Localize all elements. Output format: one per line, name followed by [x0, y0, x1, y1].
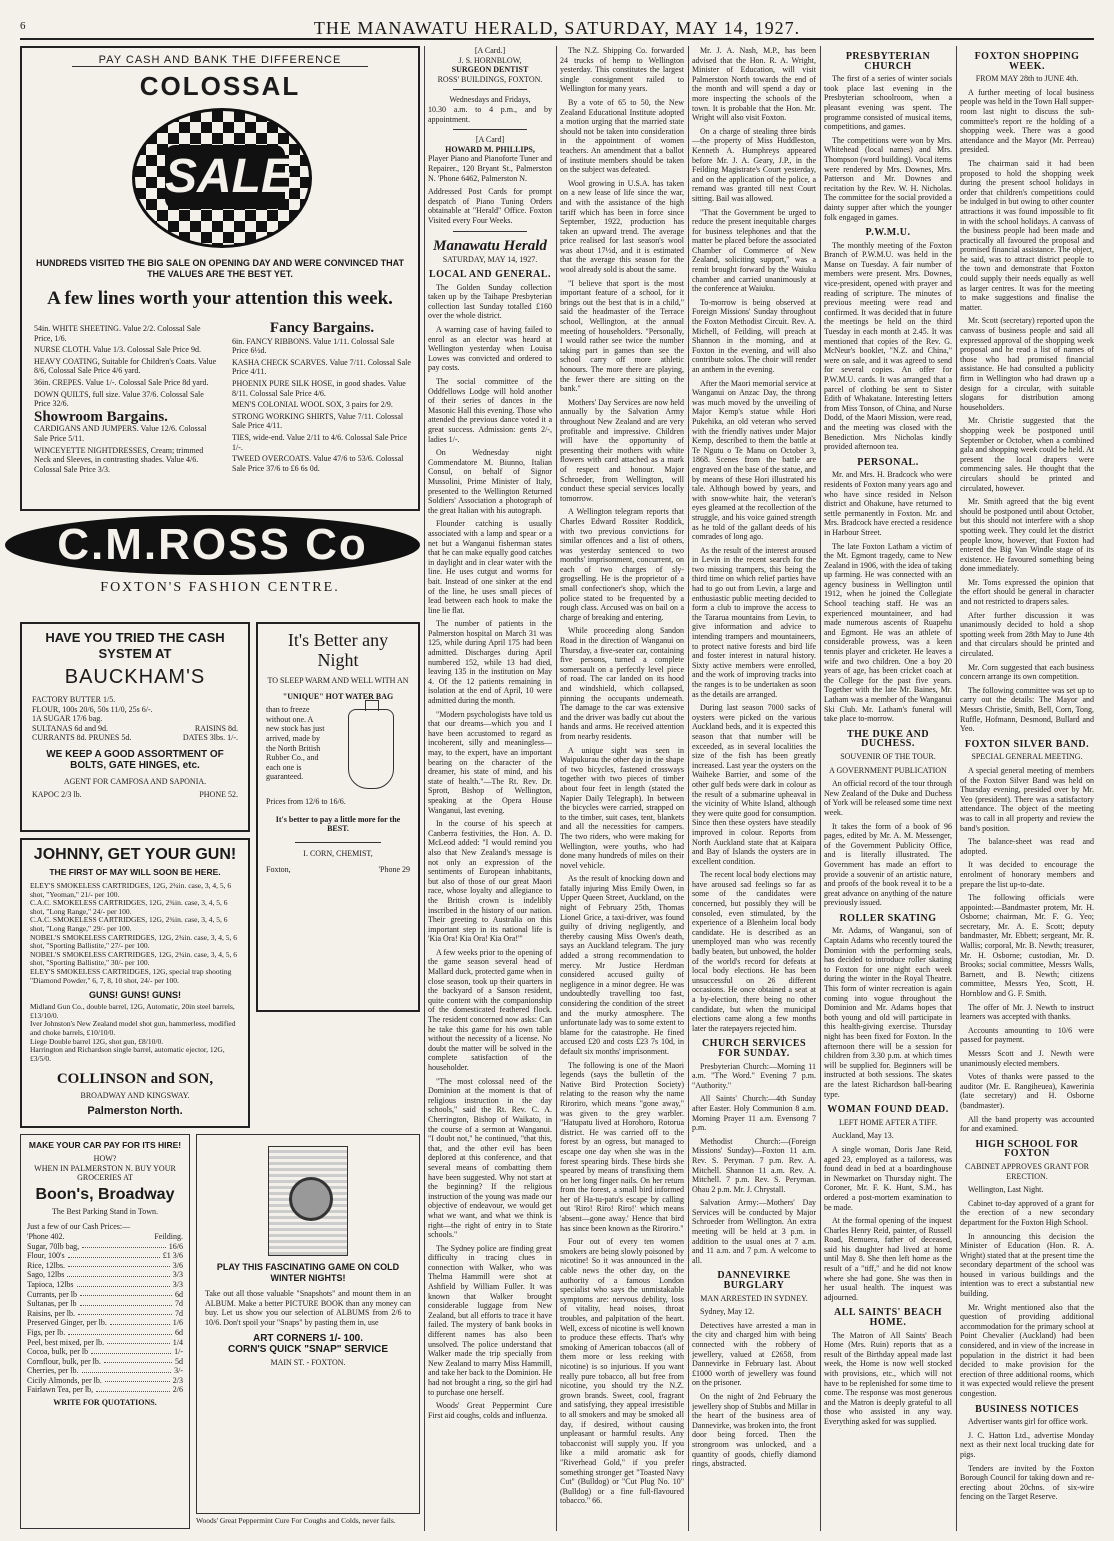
card-days: Wednesdays and Fridays, [449, 95, 531, 105]
price-item: Rice, 12lbs. [27, 1260, 65, 1270]
list-item: 36in. CREPES. Value 1/-. Colossal Sale Price 8d yard. [34, 377, 209, 387]
paragraph: Flounder catching is usually associated with a lamp and spear or a net but a Wanganui fisherman states that he can make equally good catches in daylight and in clear water with the line. He uses cutgut and worms for bait. Instead of one sinker at the end of the line, he uses small pieces of lead between each hook to make the line lie flat. [428, 519, 552, 615]
paragraph: Sydney, May 12. [700, 1307, 755, 1317]
bauckham-footer [32, 790, 238, 800]
paragraph: Tenders are invited by the Foxton Borough Council for taking down and re-erecting about 20chns. of six-wire fencing on the Target Reserve. [960, 1463, 1094, 1502]
paragraph: The balance-sheet was read and adopted. [960, 837, 1094, 856]
masthead-title: THE MANAWATU HERALD, SATURDAY, MAY 14, 1927. [313, 18, 801, 38]
boon-name: Boon's, Broadway [35, 1185, 175, 1203]
roller-head: ROLLER SKATING [839, 912, 937, 924]
chemist-name: I. CORN, CHEMIST, [303, 848, 373, 858]
card-head: [A Card] [475, 135, 505, 145]
price-row [27, 1299, 183, 1309]
list-item: PHOENIX PURE SILK HOSE, in good shades. Value 8/11. Colossal Sale Price 4/6. [232, 378, 406, 398]
list-item: 6in. FANCY RIBBONS. Value 1/11. Colossal Sale Price 6½d. [232, 336, 395, 356]
list-item: NOBEL'S SMOKELESS CARTRIDGES, 12G, 2¾in. case, 3, 4, 5, 6 shot, "Sporting Ballistite," 30/- per 100. [30, 949, 237, 968]
paragraph: All the band property was accounted for and examined. [960, 1114, 1094, 1134]
bauckham-name: BAUCKHAM'S [64, 666, 206, 688]
paragraph: The offer of Mr. J. Newth to instruct learners was accepted with thanks. [960, 1002, 1094, 1022]
price-value: 1/4 [172, 1337, 183, 1347]
chemist-prices: Prices from 12/6 to 16/6. [266, 797, 346, 807]
price-row [27, 1328, 183, 1338]
boon-ad [20, 1134, 190, 1529]
price-value: 5d [175, 1356, 183, 1366]
high-head: HIGH SCHOOL FOR FOXTON [975, 1138, 1079, 1160]
paragraph: Cabinet to-day approved of a grant for the erection of a new secondary department for the Foxton High School. [960, 1198, 1094, 1227]
price-row [27, 1290, 183, 1300]
list-item: Midland Gun Co., double barrel, 12G, Automatic, 20in steel barrels, £13/10/0. [30, 1002, 235, 1020]
price-row [27, 1242, 183, 1252]
price-item: Cherries, per lb. [27, 1366, 79, 1376]
price-value: 6d [175, 1327, 183, 1337]
guns-items [30, 1003, 240, 1063]
paragraph: On Wednesday night Commendatore M. Biunno, Italian Consul, on behalf of Signor Mussolini, Prime Minister of Italy, presented to the Wellington Returned Soldiers' Association a photograph of the great Italian with his autograph. [428, 448, 552, 515]
paragraph: Detectives have arrested a man in the city and charged him with being connected with the robbery of jewellery, valued at £2658, from Dannevirke in February last. About £1000 worth of jewellery was found on the prisoner. [692, 1320, 816, 1388]
masthead [20, 18, 1094, 40]
ad-top-line: PAY CASH AND BANK THE DIFFERENCE [72, 54, 368, 67]
chemist-body: than to freeze without one. A new stock has just arrived, made by the North British Rubber Co., and each one is guaranteed. [266, 705, 325, 782]
boon-phone: 'Phone 402. [27, 1231, 65, 1241]
price-item: Sultanas, per lb [27, 1299, 77, 1309]
church-body [692, 1062, 816, 1266]
paper-name: Manawatu Herald [433, 237, 547, 254]
local-head: LOCAL AND GENERAL. [428, 269, 552, 281]
ross-tagline: FOXTON'S FASHION CENTRE. [100, 580, 340, 595]
list-item: FACTORY BUTTER 1/5. [32, 695, 116, 704]
list-item: CARDIGANS AND JUMPERS. Value 12/6. Colossal Sale Price 5/11. [34, 424, 207, 443]
price-row [27, 1347, 183, 1357]
list-item: FLOUR, 100s 20/6, 50s 11/0, 25s 6/-. [32, 704, 153, 714]
column-5 [824, 46, 952, 1531]
duke-head: THE DUKE AND DUCHESS. [846, 728, 930, 750]
bauckham-headline: HAVE YOU TRIED THE CASH SYSTEM AT [45, 630, 225, 661]
price-item: Figs, per lb. [27, 1327, 66, 1337]
paragraph: Presbyterian Church:—Morning 11 a.m. "The Word." Evening 7 p.m. "Authority." [692, 1061, 816, 1090]
paragraph: A warning case of having failed to enrol as an elector was heard at Wellington yesterday when Louisa Lowes was convicted and ordered to pay costs. [428, 325, 552, 373]
notices-head: BUSINESS NOTICES [975, 1403, 1079, 1415]
shop-sub: FROM MAY 28th to JUNE 4th. [975, 74, 1079, 84]
paragraph: Mr. Toms expressed the opinion that the effort should be general in character and not restricted to drapers sales. [960, 577, 1094, 607]
column-body [560, 46, 684, 1506]
list-item: HEAVY COATING, Suitable for Children's Coats. Value 8/6, Colossal Sale Price 4/6 yard. [34, 356, 217, 376]
price-value: 7d [175, 1308, 183, 1318]
price-value: 3/6 [172, 1260, 183, 1270]
snap-ad [196, 1134, 420, 1514]
list-item: 1A SUGAR 17/6 bag. [32, 714, 103, 724]
paragraph: The N.Z. Shipping Co. forwarded 24 trucks of hemp to Wellington yesterday. This constitutes the largest single consignment railed to Wellington for many years. [560, 46, 684, 94]
duke-sub: SOUVENIR OF THE TOUR. [840, 751, 936, 761]
paragraph: Mr. Corn suggested that each business concern arrange its own competition. [960, 662, 1094, 682]
price-item: Tapioca, 12lbs [27, 1279, 74, 1289]
hot-water-bag-icon [348, 709, 394, 789]
paragraph: While proceeding along Sandon Road in the direction of Wanganui on Thursday, a five-seater car, containing five persons, turned a complete somersault on a perfectly level piece of road. The car landed on its hood and windshield, which collapsed, pinning the occupants underneath. The damage to the car was extensive and the driver was badly cut about the hands and arms. He received attention from nearby residents. [560, 626, 684, 741]
list-item: WINCEYETTE NIGHTDRESSES, Cream; trimmed Neck and Sleeves, in contrasting shades. Value 4/6. Colossal Sale Price 3/3. [34, 445, 204, 474]
paragraph: The monthly meeting of the Foxton Branch of P.W.M.U. was held in the Manse on Tuesday. A fair number of members were present. Mrs. Downes, vice-president, opened with prayer and reading of scripture. The minutes of previous meeting were read and confirmed. It was decided that in future the meetings be held on the third Tuesday in each month at 2.45. It was mentioned that copies of the Rev. G. McNeur's booklet, "N.Z. and China," were on sale, and it was agreed to send for several copies. An offer for P.W.M.U. cards. It was arranged that a parcel of clothing be sent to Sister Edith of Whakatane. Interesting letters from Miss Tonson, of China, and Nurse Dodd, of the Maori Mission, were read, and the meeting was closed with the Benediction. Mrs Nicholas kindly provided afternoon tea. [824, 240, 952, 452]
price-row [27, 1309, 183, 1319]
boon-how: HOW? [93, 1154, 117, 1163]
card-body: Addressed Post Cards for prompt despatch of Piano Tuning Orders obtainable at "Herald" Office. Foxton Visited every Four Weeks. [428, 187, 552, 225]
paragraph: Mr. Christie suggested that the shopping week be postponed until September or October, when a combined gala and shopping week could be held. At present the local drapers were commencing sales. He thought that the circulars should be printed and circulated, however. [960, 416, 1094, 493]
bauckham-bolts: WE KEEP A GOOD ASSORTMENT OF BOLTS, GATE HINGES, etc. [46, 748, 224, 771]
card-address: ROSS' BUILDINGS, FOXTON. [437, 74, 543, 84]
sale-word: SALE [165, 145, 285, 209]
paragraph: Salvation Army:—Mothers' Day Services will be conducted by Major Schroeder from Wellington. An extra meeting will be held at 3 p.m. in addition to the usual ones at 7 a.m. and 11 a.m. and 7 p.m. A welcome to all. [692, 1198, 816, 1265]
column-6 [960, 46, 1094, 1531]
price-value: 3/3 [172, 1279, 183, 1289]
paragraph: In the course of his speech at Canberra festivities, the Hon. A. D. McLeod added: "I would remind you also that New Zealand's message is not only an expression of the sentiments of European inhabitants, but also of those of our great Maori race, whose loyalty and allegiance to the British crown is indelibly inscribed in the history of our nation. Their greeting to Australia on this important step in its national life is 'Kia Ora! Kia Ora! Kia Ora!'" [428, 819, 552, 944]
paragraph: As the result of knocking down and fatally injuring Miss Emily Owen, in Upper Queen Street, Auckland, on the night of February 25th, Thomas Lionel Grice, a taxi-driver, was found guilty of driving negligently, and thereby causing Miss Owen's death, says an Auckland telegram. The jury added a strong recommendation to mercy. Mr Justice Herdman considered accused guilty of negligence in a minor degree. He was undoubtedly travelling too fast, considering the condition of the street and the murky atmosphere. The unfortunate lady was to some extent to blame for the catastrophe. He fined accused £20 and costs £23 7s 10d, in default six months' imprisonment. [560, 874, 684, 1056]
snap-service: CORN'S QUICK "SNAP" SERVICE [227, 1344, 389, 1356]
paragraph: To-morrow is being observed at Foreign Missions' Sunday throughout the Foxton Methodist Circuit. Rev. A. Michell, of Feilding, will preach at Shannon in the morning, and at Foxton in the evening, and will also contribute solos. The choir will render an anthem in the evening. [692, 297, 816, 374]
showroom-title: Showroom Bargains. [34, 408, 168, 425]
collinson-town: Palmerston North. [87, 1104, 183, 1117]
fancy-items [232, 320, 412, 473]
list-item: KASHA CHECK SCARVES. Value 7/11. Colossal Sale Price 4/11. [232, 357, 411, 377]
woman-head: WOMAN FOUND DEAD. [827, 1104, 949, 1116]
paragraph: "The most colossal need of the Dominion at the moment is that of religious instruction in the day schools," said the Rt. Rev. C. A. Cherrington, Bishop of Waikato, in the course of a sermon at Wanganui. "I doubt not," he continued, "that this, that, and the other evil has been deplored at this conference, and that several means of combatting them have been suggested. Why not start at the beginning? If the religious instruction of the young was made our objective of endeavour, we would get what we want, and what we think is right—the right of entry in to State schools." [428, 1076, 552, 1240]
price-item: Sugar, 70lb bag, [27, 1241, 80, 1251]
list-item: CURRANTS 8d. PRUNES 5d. DATES 3lbs. 1/-. [32, 733, 238, 743]
price-item: Sago, 12lbs [27, 1270, 65, 1280]
paragraph: The competitions were won by Mrs. Whitehead (local names) and Mrs. Thompson (word building). Vocal items were rendered by Mrs. Downes, Mrs. Patterson and Mr. Downes and recitation by the Rev. W. H. Nicholas. The committee for the social provided a dainty supper after which the younger folk engaged in games. [824, 135, 952, 222]
paragraph: "That the Government be urged to reduce the present inequitable charges for business telephones and that the matter be placed before the associated Chamber of Commerce of New Zealand, soliciting support," was a remit brought forward by the Waiuku chamber and carried unanimously at the conference at Waiuku. [692, 207, 816, 294]
price-value: 2/3 [172, 1375, 183, 1385]
paragraph: "I believe that sport is the most important feature of a school, for it brings out the best that is in a child," said the headmaster of the Terrace school, Wellington, at the annual meeting of householders. "Personally, I would rather see twice the number taking part in games than see the school carry off more athletic honours. The more there are playing, the fewer there are sitting on the bank." [560, 278, 684, 394]
price-value: 3/- [174, 1366, 183, 1376]
paragraph: A further meeting of local business people was held in the Town Hall supper-room last night to discuss the sub-committee's report re the holding of a shopping week. There was a good attendance and the Mayor (Mr. Perreau) presided. [960, 87, 1094, 155]
paragraph: Woods' Great Peppermint Cure First aid coughs, colds and influenza. [428, 1401, 552, 1420]
column-2 [428, 46, 552, 1531]
price-value: 7d [175, 1299, 183, 1309]
paragraph: The chairman said it had been proposed to hold the shopping week during the present school holidays in order that children's competitions could be indulged in but owing to other counter attractions it was found impossible to fit in with the school holidays. A canvass of the business people had been made and practically all favoured the proposal and promised financial assistance. The object, he said, was to attract district people to the town and demonstrate that Foxton could supply their needs equally as well as larger centres. It was for the meeting to make suggestions and finalise the matter. [960, 158, 1094, 312]
price-row [27, 1261, 183, 1271]
list-item: ELEY'S SMOKELESS CARTRIDGES, 12G, 2¾in. case, 3, 4, 5, 6 shot, "Yeoman," 21/- per 100. [30, 881, 232, 899]
price-row [27, 1270, 183, 1280]
ad-headline: COLOSSAL [139, 71, 301, 101]
price-item: Flour, 100's [27, 1251, 65, 1261]
ross-logo: C.M.ROSS Co [5, 515, 420, 575]
paragraph: On the night of 2nd February the jewellery shop of Stubbs and Millar in the heart of the business area of Dannevirke, was broken into, the front door being forced. Then the strongroom was unlocked, and a quantity of goods, chiefly diamond rings, abstracted. [692, 1391, 816, 1469]
price-row [27, 1366, 183, 1376]
burglary-body [692, 1307, 816, 1469]
paragraph: The Sydney police are finding great difficulty in tracing clues in connection with Walker, who was Thelma Hammill were shot at Ashfield by William Fuller. It was known that Walker brought considerable luggage from New Zealand, but all efforts to trace it have failed. The mystery of bank books in different names has also been unsolved. The police understand that Walker made the trip specially from New Zealand to marry Miss Hammill, and take her back to the Dominion. He had not brought a ring, so the girl had to purchase one herself. [428, 1243, 552, 1397]
card-body: Player Piano and Pianoforte Tuner and Repairer., 120 Bryant St., Palmerston N. 'Phone 6462, Palmerston N. [428, 154, 552, 183]
paragraph: The Matron of All Saints' Beach Home (Mrs. Ruin) reports that as a result of the Birthday appeal made last week, the Home is now well stocked with provisions, etc., which will not have to be replenished for some time to come. The response was most generous and the Matron is deeply grateful to all those who assisted in any way. Everything asked for was supplied. [824, 1330, 952, 1426]
paragraph: An official record of the tour through New Zealand of the Duke and Duchess of York will be released some time next week. [824, 779, 952, 817]
burglary-head: DANNEVIRKE BURGLARY [717, 1270, 791, 1292]
guns-title: GUNS! GUNS! GUNS! [89, 990, 181, 1001]
paragraph: It was decided to encourage the enrolment of honorary members and prepare the list up-to-date. [960, 860, 1094, 889]
band-sub: SPECIAL GENERAL MEETING. [971, 752, 1083, 762]
list-item: C.A.C. SMOKELESS CARTRIDGES, 12G, 2¾in. case, 3, 4, 5, 6 shot, "Long Range," 29/- per 100. [30, 915, 228, 933]
price-row [27, 1338, 183, 1348]
bauckham-ad [20, 622, 250, 832]
list-item: SULTANAS 6d and 9d. RAISINS 8d. [32, 723, 238, 733]
left-items [34, 324, 219, 474]
ad-few-lines: A few lines worth your attention this week. [47, 288, 393, 309]
price-item: Preserved Ginger, per lb. [27, 1318, 107, 1328]
paragraph: J. C. Hatton Ltd., advertise Monday next as their next local trucking date for pigs. [960, 1430, 1094, 1459]
paragraph: Mr. Scott (secretary) reported upon the canvass of business people and said all expressed approval of the shopping week proposal and he read a list of names of those who had promised financial assistance. He had consulted a publicity firm in Wellington who had drawn up a design for a circular, with suitable slogans for distribution among householders. [960, 316, 1094, 412]
paragraph: Auckland, May 13. [832, 1131, 894, 1141]
boon-when: WHEN IN PALMERSTON N. BUY YOUR GROCERIES AT [34, 1163, 176, 1183]
bauckham-agent: AGENT FOR CAMFOSA AND SAPONIA. [63, 776, 207, 786]
paragraph: A unique sight was seen in Waipukurau the other day in the shape of two bicycles, fastened crossways together with two pieces of timber about four feet in length (stated the Napier Daily Telegraph). In between the bicycles were carried, strapped on to the timber, suit cases, tent, blankets and all the necessities for campers. The two riders, who were making for Wellington, were youths, who had done many hundreds of miles on their novel vehicle. [560, 745, 684, 870]
paragraph: Mr. Wright mentioned also that the question of providing additional accommodation for the primary school at Point Chevalier (Auckland) had been considered, and in view of the increase in population in the district it had been decided to make provision for the erection of three additional rooms, which it was expected would relieve the present congestion. [960, 1302, 1094, 1398]
boon-footer: WRITE FOR QUOTATIONS. [53, 1398, 157, 1408]
boon-prices-title: Just a few of our Cash Prices:— [27, 1222, 131, 1232]
colossal-sale-ad [20, 46, 420, 511]
paper-date: SATURDAY, MAY 14, 1927. [442, 254, 538, 264]
list-item: TWEED OVERCOATS. Value 47/6 to 53/6. Colossal Sale Price 37/6 to £6 6s 0d. [232, 454, 404, 473]
price-value: 6d [175, 1289, 183, 1299]
snap-body: Take out all those valuable "Snapshots" and mount them in an ALBUM. Make a better PICTURE BOOK than any money can buy. Let us show you our selection of ALBUMS from 2/6 to 10/6. Don't spoil your "Snaps" by pasting them in, use [205, 1289, 411, 1327]
price-value: 3/3 [172, 1270, 183, 1280]
beach-head: ALL SAINTS' BEACH HOME. [834, 1307, 942, 1329]
chemist-intro: TO SLEEP WARM AND WELL WITH AN [267, 676, 409, 685]
card-title: SURGEON DENTIST [451, 65, 529, 75]
paragraph: The following committee was set up to carry out the details: The Mayor and Messrs Christie, Smith, Bell, Corn, Tong, Ruffle, Hofmann, Desmond, Bullard and Yeo. [960, 685, 1094, 734]
card-name: HOWARD M. PHILLIPS, [445, 144, 535, 154]
paragraph: Four out of every ten women smokers are being slowly poisoned by nicotine! So it was announced in the cable news the other day, on the authority of a famous London specialist who says the unmistakable symptoms are: nervous debility, loss of vitality, head noises, throat troubles, and palpitation of the heart. Well, excess of nicotine is well known to produce these effects. That's why smoking of American tobaccos (all of them more or less reeking with nicotine) is so injurious. If you want really pure tobacco, all but free from nicotine, you should try the N.Z. grown brands. Sweet, cool, fragrant and satisfying, they appeal irresistible to all smokers and may be smoked all day, if desired, without causing unpleasant or harmful results. Any tobacconist will supply you. If you like a mild aromatic ask for "Riverhead Gold," if you prefer something stronger get "Toasted Navy Cut" (Bulldog) or "Cut Plug No. 10" (Bulldog) or a fine full-flavoured tobacco." 66. [560, 1237, 684, 1506]
price-value: £1 3/6 [162, 1251, 183, 1261]
paragraph: Advertiser wants girl for office work. [968, 1417, 1088, 1427]
paragraph: The social committee of the Oddfellows Lodge will hold another of their series of dances in the Masonic Hall this evening. Those who attended the previous dance voted it a great success. Admission: gents 2/-, ladies 1/-. [428, 377, 552, 444]
chemist-ad [256, 622, 420, 1012]
list-item: ELEY'S SMOKELESS CARTRIDGES, 12G, special trap shooting "Diamond Powder," 6, 7, 8, 10 shot, 24/- per 100. [30, 966, 232, 985]
price-row [27, 1251, 183, 1261]
paragraph: Mr. J. A. Nash, M.P., has been advised that the Hon. R. A. Wright, Minister of Education, will visit Palmerston North towards the end of the month and will spend a day or more inspecting the schools of the town. It is probable that the Hon. Mr. Wright will also visit Foxton. [692, 46, 816, 123]
chemist-product: "UNIQUE" HOT WATER BAG [282, 691, 394, 701]
paragraph: The recent local body elections may have aroused sad feelings so far as some of the candidates were concerned, but possibly they will be consoled, even stimulated, by the experience of a Blenheim local body candidate. He is described as an unemployed man who was recently badly beaten, but unbowed, the holder of the world's record for defeats at local body elections. He has been unsuccessful on 26 different occasions. He once obtained a seat at a by-election, there being no other candidate, but when the municipal elections came along a few months later the ratepayers rejected him. [692, 870, 816, 1033]
chemist-headline: It's Better any Night [287, 630, 389, 670]
paragraph: It takes the form of a book of 96 pages, edited by Mr. A. M. Messenger, of the Government Publicity Office, and is literally illustrated. The Government has made an effort to provide a souvenir of an artistic nature, and proofs of the book reveal it to be a great advance on anything of the nature previously issued. [824, 821, 952, 908]
paragraph: The following is one of the Maori legends (says the bulletin of the Native Bird Protection Society) relating to the reason why the name Riroriro, which means "gone away," was given to the grey warbler. "Hatupatu lived at Horohoro, Rotorua district. He was carried off to the forest by an ogress, but managed to escape one day when she was in the forest spearing birds. These birds she speared by means of transfixing them on her long finger nails. On her return from the forest, a small bird informed her of Ha-tu-patu's escape by calling out 'Riro! Riro! Riro!' which means 'absent—gone away.' Hence that bird has since been known as the Riroriro." [560, 1060, 684, 1233]
fancy-title: Fancy Bargains. [269, 320, 375, 336]
paragraph: "Modern psychologists have told us that our dreams—which you and I have been accustomed to regard as incoherent, silly and meaningless—may, to the expert, have an important bearing on the character of the dreamer, his state of mind, and his state of health."—The Rt. Rev. Dr. Sprott, Bishop of Wellington, speaking at the Opera House Wanganui, last evening. [428, 709, 552, 815]
price-item: Currants, per lb [27, 1289, 77, 1299]
price-row [27, 1280, 183, 1290]
personal-head: PERSONAL. [857, 456, 919, 468]
list-item: Harrington and Richardson single barrel, automatic ejector, 12G, £3/5/0. [30, 1045, 225, 1063]
paragraph: By a vote of 65 to 50, the New Zealand Educational Institute adopted a motion urging that the married state should not be taken into consideration in the appointment of women teachers. An amendment that a ballot of institute members should be taken on the subject was defeated. [560, 97, 684, 175]
chemist-pay: It's better to pay a little more for the BEST. [275, 814, 401, 834]
church-head: CHURCH SERVICES FOR SUNDAY. [701, 1038, 807, 1059]
list-item: DOWN QUILTS, full size. Value 37/6. Colossal Sale Price 32/6. [34, 389, 204, 409]
camera-icon [268, 1146, 348, 1256]
boon-phone-row [27, 1232, 183, 1242]
paragraph: The number of patients in the Palmerston hospital on March 31 was 125, while during April 175 had been admitted. Discharges during April numbered 152, while 13 had died, leaving 135 in the institution on May 4. Of the 12 patients remaining in isolation at the end of April, 10 were admitted during the month. [428, 619, 552, 706]
paragraph: All Saints' Church:—4th Sunday after Easter. Holy Communion 8 a.m. Morning Prayer 11 a.m. Evensong 7 p.m. [692, 1094, 816, 1133]
list-item: NOBEL'S SMOKELESS CARTRIDGES, 12G, 2¾in. case, 3, 4, 5, 6 shot, "Sporting Ballistite," 27/- per 100. [30, 932, 237, 951]
price-value: 1/- [174, 1347, 183, 1357]
paragraph: A single woman, Doris Jane Reid, aged 23, employed as a tailoress, was found dead in bed at a boardinghouse in Newmarket on Thursday night. The Coroner, Mr. F. K. Hunt, S.M., has ordered a post-mortem examination to be made. [824, 1144, 952, 1212]
paragraph: Mr. and Mrs. H. Bradcock who were residents of Foxton many years ago and who have since resided in Nelson district and Ohakune, have returned to settle permanently in Foxton. Mr. and Mrs. Bradcock have erected a residence in Harbour Street. [824, 470, 952, 537]
price-value: 2/6 [172, 1385, 183, 1395]
paragraph: Accounts amounting to 10/6 were passed for payment. [960, 1025, 1094, 1045]
price-value: 1/6 [172, 1318, 183, 1328]
collinson-items [30, 882, 240, 985]
paragraph: The following officials were appointed:—Bandmaster protem, Mr. H. Osborne; chairman, Mr. F. G. Yeo; secretary, Mr. A. E. Scott; deputy bandmaster, Mr. Ebbett; sergeant, Mr. R. Wallis; corporal, Mr. B. Newth; treasurer, Mr. H. Osborne; custodian, Mr. D. Brooks; social committee, Messrs Walls, Barnett, and B. Newth; citizens committee, Messrs Yeo, Scott, H. Hornblow and G. F. Smith. [960, 893, 1094, 999]
snap-head: PLAY THIS FASCINATING GAME ON COLD WINTER NIGHTS! [216, 1262, 400, 1283]
paragraph: Mr. Adams, of Wanganui, son of Captain Adams who recently toured the Dominion with the performing seals, has decided to introduce roller skating to Foxton for one night each week during the winter in the Royal Theatre. This form of winter recreation is again coming into vogue throughout the Dominion and Mr. Adams hopes that both young and old will participate in this health-giving exercise. Thursday night has been fixed for Foxton. In the afternoon there will be a session for children from 3.30 p.m. at which times will be supplied for. Beginners will be instructed at both sessions. The skates are the latest Richardson ball-bearing type. [824, 926, 952, 1099]
boon-feilding: Feilding. [154, 1231, 183, 1241]
price-item: Cocoa, bulk, per lb [27, 1347, 89, 1357]
snap-art: ART CORNERS 1/- 100. [252, 1333, 364, 1345]
price-item: Cicily Almonds, per lb. [27, 1375, 102, 1385]
list-item: C.A.C. SMOKELESS CARTRIDGES, 12G, 2¾in. case, 3, 4, 5, 6 shot, "Long Range," 24/- per 100. [30, 898, 228, 916]
paragraph: The first of a series of winter socials took place last evening in the Presbyterian schoolroom, when a pleasant evening was spent. The programme consisted of musical items, competitions, and games. [824, 74, 952, 132]
woods-footer: Woods' Great Peppermint Cure For Coughs and Colds, never fails. [196, 1516, 396, 1525]
card-hours: 10.30 a.m. to 4 p.m., and by appointment. [428, 104, 552, 124]
paragraph: The late Foxton Latham a victim of the Mt. Egmont tragedy, came to New Zealand in 1906, with the idea of taking up farming. He was connected with an agency business in Wellington until 1912, when he joined the Collegiate School teaching staff. He was an experienced mountaineer, and had made numerous ascents of Ruapehu and Egmont. He was an athlete of considerable prowess, was a keen tennis player and cricketer. He leaves a wife and two children. One a boy 20 years of age, has been cricket coach at the College for the past five years. Together with the late Mr. Baines, Mr. Latham was a member of the Wanganui Ski Club. Mr. Latham's funeral will take place to-morrow. [824, 541, 952, 724]
pwmu-head: P.W.M.U. [865, 227, 911, 239]
paragraph: After further discussion it was unanimously decided to hold a shop spotting week from 28th May to June 4th and that circulars should be printed and circulated. [960, 610, 1094, 659]
chemist-phone: 'Phone 29 [378, 864, 410, 874]
column-4 [692, 46, 816, 1531]
presby-head: PRESBYTERIAN CHURCH [845, 51, 931, 72]
collinson-ad [20, 838, 250, 1128]
price-item: Peel, best mixed, per lb. [27, 1337, 105, 1347]
duke-sub2: A GOVERNMENT PUBLICATION [829, 765, 947, 775]
list-item: Liege Double barrel 12G, shot gun, £8/10/0. [30, 1036, 164, 1046]
chemist-town: Foxton, [266, 864, 291, 874]
paragraph: At the formal opening of the inquest Charles Henry Reid, painter, of Russell Road, Remuera, father of deceased, said his daughter had lived at home until May 8. She then left home as the result of a "tiff," and he did not know where she had gone. She was then in her usual health. The inquest was adjourned. [824, 1216, 952, 1302]
chemist-footer [266, 865, 410, 875]
price-value: 16/6 [168, 1241, 183, 1251]
ad-hundreds: HUNDREDS VISITED THE BIG SALE ON OPENING DAY AND WERE CONVINCED THAT THE VALUES ARE THE BEST YET. [35, 258, 405, 279]
card-head: [A Card.] [474, 46, 506, 55]
column-body [428, 283, 552, 1421]
high-sub: CABINET APPROVES GRANT FOR ERECTION. [965, 1161, 1089, 1181]
paragraph: Wellington, Last Night. [968, 1185, 1044, 1195]
band-head: FOXTON SILVER BAND. [964, 738, 1090, 750]
collinson-sub: THE FIRST OF MAY WILL SOON BE HERE. [49, 867, 221, 877]
price-item: Fairlawn Tea, per lb, [27, 1385, 94, 1395]
list-item: Iver Johnston's New Zealand model shot gun, hammerless, modified and choke barrels, £10/10/0. [30, 1019, 236, 1037]
paragraph: In announcing this decision the Minister of Education (Hon. R. A. Wright) stated that at the present time the secondary department of the school was housed in various buildings and the intention was to erect a substantial new building. [960, 1231, 1094, 1299]
price-row [27, 1357, 183, 1367]
column-body [692, 46, 816, 1033]
sale-banner [132, 108, 312, 248]
list-item: TIES, wide-end. Value 2/11 to 4/6. Colossal Sale Price 1/-. [232, 432, 407, 452]
price-item: Raisins, per lb. [27, 1308, 75, 1318]
paragraph: Messrs Scott and J. Newth were unanimously elected members. [960, 1049, 1094, 1068]
paragraph: Mr. Smith agreed that the big event should be postponed until about October, but this should not interfere with a shop spotting week. They could let the district people know, however, that Foxton had entered the Big Van Windle stage of its existence. He favoured something being done immediately. [960, 497, 1094, 574]
page-number: 6 [20, 20, 27, 32]
shop-head: FOXTON SHOPPING WEEK. [974, 51, 1080, 72]
bauckham-phone: PHONE 52. [199, 789, 238, 799]
woman-sub: LEFT HOME AFTER A TIFF. [839, 1117, 937, 1127]
column-3 [560, 46, 684, 1531]
price-row [27, 1376, 183, 1386]
paragraph: Wool growing in U.S.A. has taken on a new lease of life since the war, and with the assistance of the high tariff which has been in force since September, 1922, production has taken an upward trend. The average price realised for last season's wool was about 17½d, and it is estimated that the average this season for the wool already sold is about the same. [560, 178, 684, 275]
list-item: STRONG WORKING SHIRTS, Value 7/11. Colossal Sale Price 4/11. [232, 411, 404, 431]
paragraph: Votes of thanks were passed to the auditor (Mr. E. Rangiheuea), Kawerinia (late secretary) and H. Osborne (bandmaster). [960, 1072, 1094, 1110]
burglary-sub: MAN ARRESTED IN SYDNEY. [700, 1293, 808, 1303]
paragraph: The Golden Sunday collection taken up by the Taihape Presbyterian collection last Sunday totalled £160 over the whole district. [428, 282, 552, 321]
boon-price-list [27, 1242, 183, 1396]
price-item: Cornflour, bulk, per lb. [27, 1356, 101, 1366]
snap-street: MAIN ST. - FOXTON. [270, 1358, 346, 1368]
paragraph: After the Maori memorial service at Wanganui on Anzac Day, the throng was much moved by the unveiling of Major Kemp's statue while Hori Pukehika, an old veteran who served with the friendly natives under Major Kemp, described to them the battle at Te Ngutu o Te Manu on October 3, 1868. Scenes from the battle are engraved on the base of the statue, and by means of these Hori illustrated his tale. Although bowed by years, and with snow-white hair, the veteran's eyes gleamed at the recollection of the struggle, and his voice gained strength as he told of the gallant deeds of his comrades of long ago. [692, 378, 816, 542]
card-name: J. S. HORNBLOW, [458, 55, 522, 65]
paragraph: Mothers' Day Services are now held annually by the Salvation Army throughout New Zealand and are very profitable and impressive. Children will have the opportunity of presenting their mothers with white flowers with card attached as a mark of respect and honour. Major Schroeder, from Wellington, will conduct these special services locally tomorrow. [560, 397, 684, 503]
collinson-firm: COLLINSON and SON, [56, 1071, 214, 1088]
paragraph: Methodist Church:—(Foreign Missions' Sunday)—Foxton 11 a.m. Rev. S. Peryman. 7 p.m. Rev. A. Mitchell. Shannon 11 a.m. Rev. A. Mitchell. 7 p.m. Rev. S. Peryman. Ohau 2 p.m. Mr. J. Chrystall. [692, 1136, 816, 1194]
paragraph: A Wellington telegram reports that Charles Edward Rossiter Roddick, with two previous convictions for similar offences and a list of others, was yesterday sentenced to two months' imprisonment, concurrent, on each of two charges of sly-grogselling. He is the proprietor of a small confectioner's shop, which the police stated to be frequented by a rough class. Accused was on bail on a charge of breaking and entering. [560, 507, 684, 622]
list-item: NURSE CLOTH. Value 1/3. Colossal Sale Price 9d. [34, 345, 201, 355]
boon-head: MAKE YOUR CAR PAY FOR ITS HIRE! [28, 1140, 182, 1150]
boon-parking: The Best Parking Stand in Town. [52, 1206, 158, 1216]
list-item: MEN'S COLONIAL WOOL SOX, 3 pairs for 2/9. [232, 400, 393, 410]
price-row [27, 1385, 183, 1395]
list-item: 54in. WHITE SHEETING. Value 2/2. Colossal Sale Price, 1/6. [34, 324, 201, 343]
bauckham-items [32, 695, 238, 743]
paragraph: During last season 7000 sacks of oysters were picked on the various Auckland beds, and it is expected this season that that number will be exceeded, as in several localities the size of the fish has been greatly increased. Last year the oysters on the Waiheke Barrier, and some of the other gulf beds were dark in colour as the result of a submarine upheaval in the vicinity of White Island, although they were quite good for consumption. Since then these oysters have steadily improved in colour. Reports from North Auckland state that at Kaipara and Bay of Islands the oysters are in excellent condition. [692, 703, 816, 866]
bauckham-kapoc: KAPOC 2/3 lb. [32, 789, 82, 799]
paragraph: On a charge of stealing three birds—the property of Miss Huddleston, Kenneth A. Humphreys appeared before Mr. J. A. Geary, J.P., in the Feilding Magistrate's Court yesterday, and on the application of the police, a remand was granted till next Court sitting. Bail was allowed. [692, 126, 816, 203]
paragraph: A few weeks prior to the opening of the game season several head of Mallard duck, protected game when in close season, took up their quarters in the backyard of a Sanson resident, quite content with the companionship of the domesticated feathered flock. The resident concerned now asks: Can he take this game for his own table without the necessity of a license. No doubt the matter will be solved in the complete satisfaction of the householder. [428, 947, 552, 1072]
collinson-address: BROADWAY AND KINGSWAY. [80, 1091, 190, 1101]
collinson-headline: JOHNNY, GET YOUR GUN! [33, 846, 237, 863]
paragraph: As the result of the interest aroused in Levin in the recent search for the two missing trampers, this being the third time on which relief parties have had to go out from Levin, a large and enthusiastic public meeting decided to form a club to improve the access to the Tararua mountains from Levin, to give information and advice to intending trampers and mountaineers, to protect native forests and bird life and foster interest in natural history. Sixty active members were enrolled, and the work of improving tracks into the ranges is to be undertaken as soon as the details are arranged. [692, 545, 816, 699]
paragraph: A special general meeting of members of the Foxton Silver Band was held on Thursday evening, presided over by Mr. Yeo (president). There was a satisfactory attendance. The object of the meeting was to call in all property and review the band's position. [960, 765, 1094, 833]
price-row [27, 1318, 183, 1328]
